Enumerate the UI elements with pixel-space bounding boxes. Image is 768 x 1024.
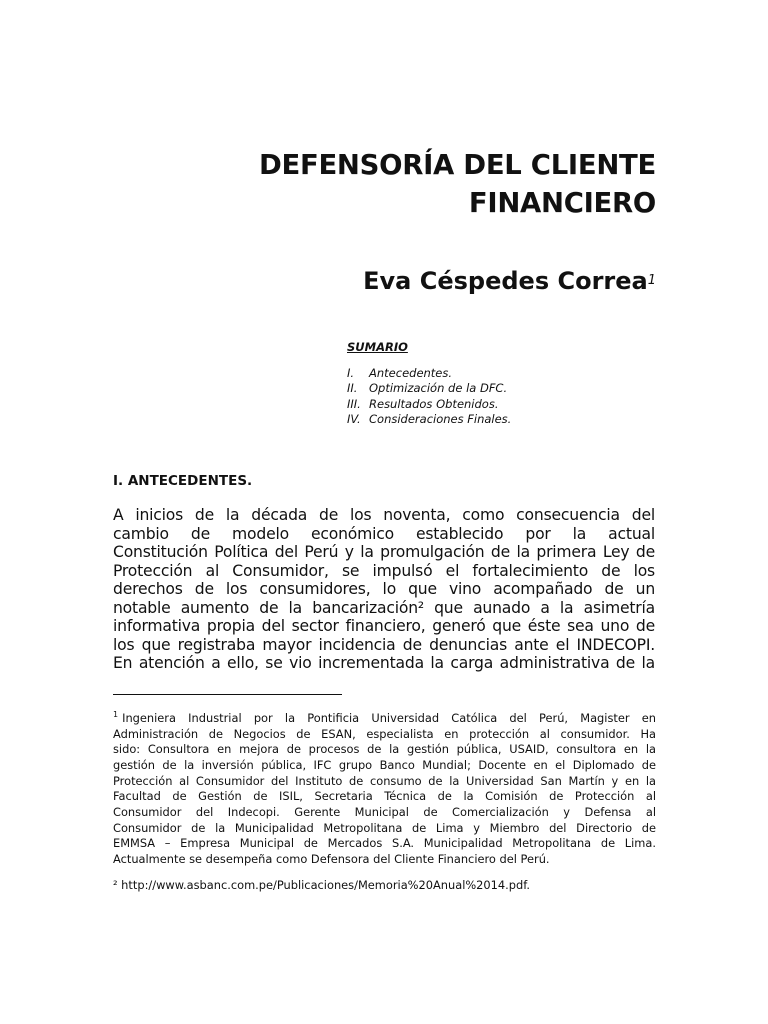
footnote-line: Facultad de Gestión de ISIL, Secretaria Técnica de la Comisión de Protección al <box>113 789 656 804</box>
body-line: notable aumento de la bancarización² que aunado a la asimetría <box>113 598 655 617</box>
author-name <box>136 264 656 298</box>
author-footnote-mark: 1 <box>647 273 656 288</box>
footnote-line: Administración de Negocios de ESAN, especialista en protección al consumidor. Ha <box>113 726 656 741</box>
body-line: derechos de los consumidores, lo que vino acompañado de un <box>113 580 655 598</box>
section-heading: I. ANTECEDENTES. <box>113 473 253 489</box>
footnote-divider <box>113 694 342 695</box>
body-line: A inicios de la década de los noventa, como consecuencia del <box>113 506 655 524</box>
summary-list <box>347 366 667 427</box>
summary-item: II. Optimización de la DFC. <box>347 381 508 396</box>
footnote-line: gestión de la inversión pública, IFC grupo Banco Mundial; Docente en el Diplomado de <box>113 757 656 772</box>
body-line: informativa propia del sector financiero, generó que éste sea uno de <box>113 617 655 635</box>
body-line: Protección al Consumidor, se impulsó el fortalecimiento de los <box>113 561 655 580</box>
footnote-2-link[interactable]: ² http://www.asbanc.com.pe/Publicaciones/Memoria%20Anual%2014.pdf. <box>113 878 531 892</box>
body-line: Constitución Política del Perú y la promulgación de la primera Ley de <box>113 543 655 561</box>
footnote-line: Protección al Consumidor del Instituto de consumo de la Universidad San Martín y en la <box>113 773 656 788</box>
document-title <box>136 146 656 222</box>
footnote-line: Consumidor del Indecopi. Gerente Municipal de Comercialización y Defensa al <box>113 805 656 820</box>
summary-item: III. Resultados Obtenidos. <box>347 396 499 411</box>
body-line: En atención a ello, se vio incrementada la carga administrativa de la <box>113 654 655 672</box>
summary-item: I. Antecedentes. <box>347 366 453 380</box>
footnote-1 <box>113 707 656 868</box>
summary-item: IV. Consideraciones Finales. <box>347 411 512 426</box>
footnote-line: sido: Consultora en mejora de procesos de la gestión pública, USAID, consultora en la <box>113 742 656 757</box>
author-name-text: Eva Céspedes Correa <box>363 267 648 295</box>
footnote-1-mark: 1 <box>113 710 119 719</box>
body-paragraph <box>113 506 655 673</box>
footnote-line: Actualmente se desempeña como Defensora del Cliente Financiero del Perú. <box>113 852 550 867</box>
footnote-line: EMMSA – Empresa Municipal de Mercados S.A. Municipalidad Metropolitana de Lima. <box>113 836 656 851</box>
footnote-line: Consumidor de la Municipalidad Metropolitana de Lima y Miembro del Directorio de <box>113 820 656 835</box>
body-line: los que registraba mayor incidencia de denuncias ante el INDECOPI. <box>113 635 655 654</box>
summary-heading: SUMARIO <box>347 340 408 354</box>
footnote-line: $^1$ Ingeniera Industrial por la Pontificia Universidad Católica del Perú, Magister en <box>113 710 656 725</box>
body-line: cambio de modelo económico establecido por la actual <box>113 524 655 543</box>
footnote-2 <box>113 877 656 893</box>
title-line-1: DEFENSORÍA DEL CLIENTE <box>258 149 656 181</box>
title-line-2: FINANCIERO <box>468 187 656 219</box>
summary-box <box>347 340 667 427</box>
